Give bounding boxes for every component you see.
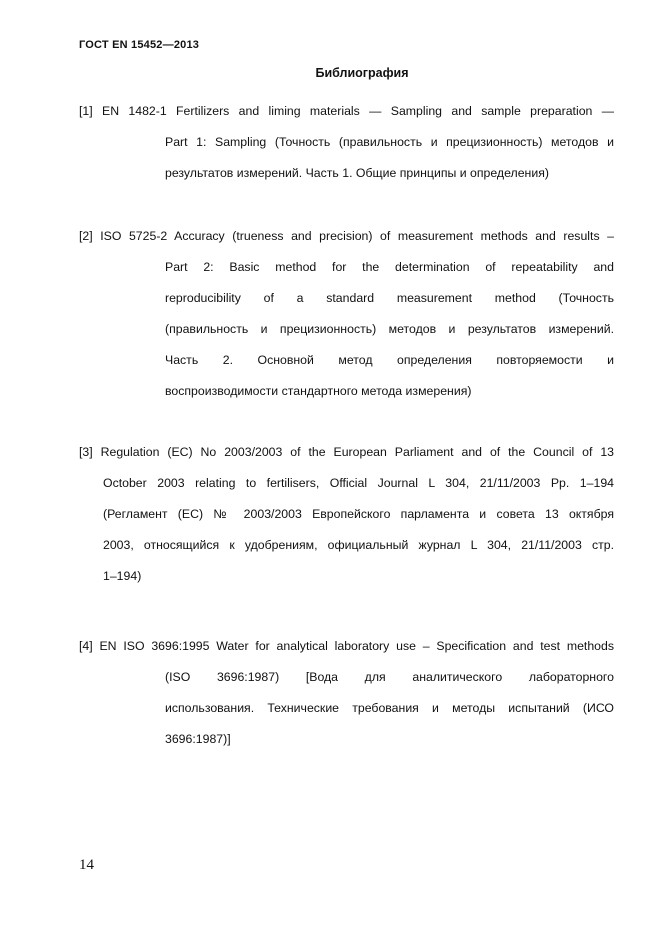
entry-line: Part 2: Basic method for the determination of repeatability and (165, 260, 614, 274)
entry-line: [2] ISO 5725-2 Accuracy (trueness and precision) of measurement methods and results – (79, 229, 614, 243)
entry-line: [3] Regulation (EC) No 2003/2003 of the European Parliament and of the Council of 13 (79, 445, 614, 459)
page-number: 14 (79, 857, 94, 873)
bibliography-entry-2 (79, 221, 614, 407)
entry-line: 1–194) (103, 569, 142, 583)
entry-line: [1] EN 1482-1 Fertilizers and liming materials — Sampling and sample preparation — (79, 104, 614, 118)
bibliography-entry-1 (79, 96, 614, 189)
entry-line: Part 1: Sampling (Точность (правильность и прецизионность) методов и (165, 135, 614, 149)
entry-line: Часть 2. Основной метод определения повторяемости и (165, 353, 614, 367)
entry-line: 3696:1987)] (165, 732, 231, 746)
entry-line: результатов измерений. Часть 1. Общие принципы и определения) (165, 166, 549, 180)
document-code-header: ГОСТ EN 15452—2013 (79, 39, 200, 51)
entry-line: 2003, относящийся к удобрениям, официальный журнал L 304, 21/11/2003 стр. (103, 538, 614, 552)
page-title: Библиография (315, 66, 409, 80)
entry-line: (Регламент (ЕС) № 2003/2003 Европейского парламента и совета 13 октября (103, 507, 614, 521)
entry-line: [4] EN ISO 3696:1995 Water for analytical laboratory use – Specification and test methods (79, 639, 614, 653)
entry-line: reproducibility of a standard measurement method (Точность (165, 291, 614, 305)
entry-line: October 2003 relating to fertilisers, Official Journal L 304, 21/11/2003 Pp. 1–194 (103, 476, 614, 490)
bibliography-entry-3 (79, 437, 614, 592)
entry-line: воспроизводимости стандартного метода измерения) (165, 384, 472, 398)
entry-line: (ISO 3696:1987) [Вода для аналитического лабораторного (165, 670, 614, 684)
entry-line: (правильность и прецизионность) методов и результатов измерений. (165, 322, 614, 336)
entry-line: использования. Технические требования и методы испытаний (ИСО (165, 701, 614, 715)
bibliography-entry-4 (79, 631, 614, 755)
